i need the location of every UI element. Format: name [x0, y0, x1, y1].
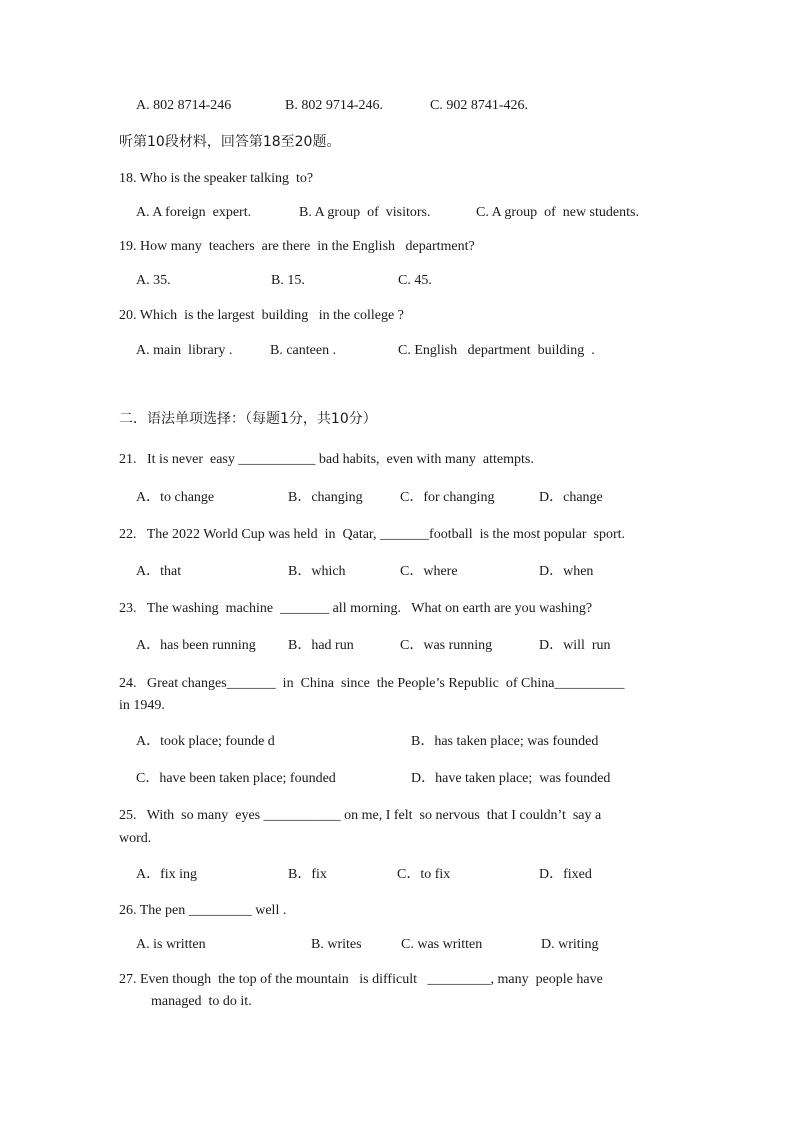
- q26-stem: 26. The pen _________ well .: [119, 903, 287, 918]
- q20-option-a: A. main library .: [136, 343, 233, 358]
- q21-option-c: C．for changing: [400, 490, 495, 505]
- q23-option-d: D．will run: [539, 638, 611, 653]
- q23-option-c: C．was running: [400, 638, 493, 653]
- q27-stem-continued: managed to do it.: [151, 994, 252, 1009]
- q25-option-a: A．fix ing: [136, 867, 198, 882]
- q17-option-b: B. 802 9714-246.: [285, 98, 383, 113]
- q21-option-d: D．change: [539, 490, 603, 505]
- q20-option-c: C. English department building .: [398, 343, 595, 358]
- section-2-heading: 二．语法单项选择：（每题1分，共10分）: [119, 411, 377, 427]
- q18-option-b: B. A group of visitors.: [299, 205, 431, 220]
- q22-stem: 22. The 2022 World Cup was held in Qatar, _______football is the most popular sport.: [119, 527, 626, 542]
- q20-stem: 20. Which is the largest building in the college ?: [119, 308, 404, 323]
- q25-option-d: D．fixed: [539, 867, 592, 882]
- q21-option-b: B．changing: [288, 490, 363, 505]
- q25-stem: 25. With so many eyes ___________ on me, I felt so nervous that I couldn’t say a: [119, 808, 602, 823]
- q22-option-d: D．when: [539, 564, 594, 579]
- q25-option-b: B．fix: [288, 867, 327, 882]
- q24-stem: 24. Great changes_______ in China since the People’s Republic of China__________: [119, 676, 625, 691]
- q24-option-a: A．took place; founde d: [136, 734, 275, 749]
- q19-stem: 19. How many teachers are there in the English department?: [119, 239, 475, 254]
- q22-option-b: B．which: [288, 564, 346, 579]
- q18-option-a: A. A foreign expert.: [136, 205, 252, 220]
- q27-stem: 27. Even though the top of the mountain is difficult _________, many people have: [119, 972, 603, 987]
- q19-option-b: B. 15.: [271, 273, 305, 288]
- q22-option-a: A．that: [136, 564, 182, 579]
- q25-option-c: C．to fix: [397, 867, 451, 882]
- q23-option-a: A．has been running: [136, 638, 256, 653]
- q24-option-d: D．have taken place; was founded: [411, 771, 611, 786]
- q26-option-c: C. was written: [401, 937, 483, 952]
- q19-option-a: A. 35.: [136, 273, 171, 288]
- q18-option-c: C. A group of new students.: [476, 205, 639, 220]
- q19-option-c: C. 45.: [398, 273, 432, 288]
- q24-stem-continued: in 1949.: [119, 698, 165, 713]
- q17-option-a: A. 802 8714-246: [136, 98, 232, 113]
- section-10-heading: 听第10段材料，回答第18至20题。: [119, 134, 341, 150]
- q17-option-c: C. 902 8741-426.: [430, 98, 528, 113]
- q23-option-b: B．had run: [288, 638, 354, 653]
- q20-option-b: B. canteen .: [270, 343, 337, 358]
- q23-stem: 23. The washing machine _______ all morning. What on earth are you washing?: [119, 601, 593, 616]
- q24-option-b: B．has taken place; was founded: [411, 734, 599, 749]
- q26-option-b: B. writes: [311, 937, 362, 952]
- q18-stem: 18. Who is the speaker talking to?: [119, 171, 314, 186]
- q26-option-d: D. writing: [541, 937, 599, 952]
- q22-option-c: C．where: [400, 564, 458, 579]
- q24-option-c: C．have been taken place; founded: [136, 771, 336, 786]
- q21-stem: 21. It is never easy ___________ bad habits, even with many attempts.: [119, 452, 534, 467]
- q21-option-a: A．to change: [136, 490, 215, 505]
- q26-option-a: A. is written: [136, 937, 206, 952]
- q25-stem-continued: word.: [119, 831, 152, 846]
